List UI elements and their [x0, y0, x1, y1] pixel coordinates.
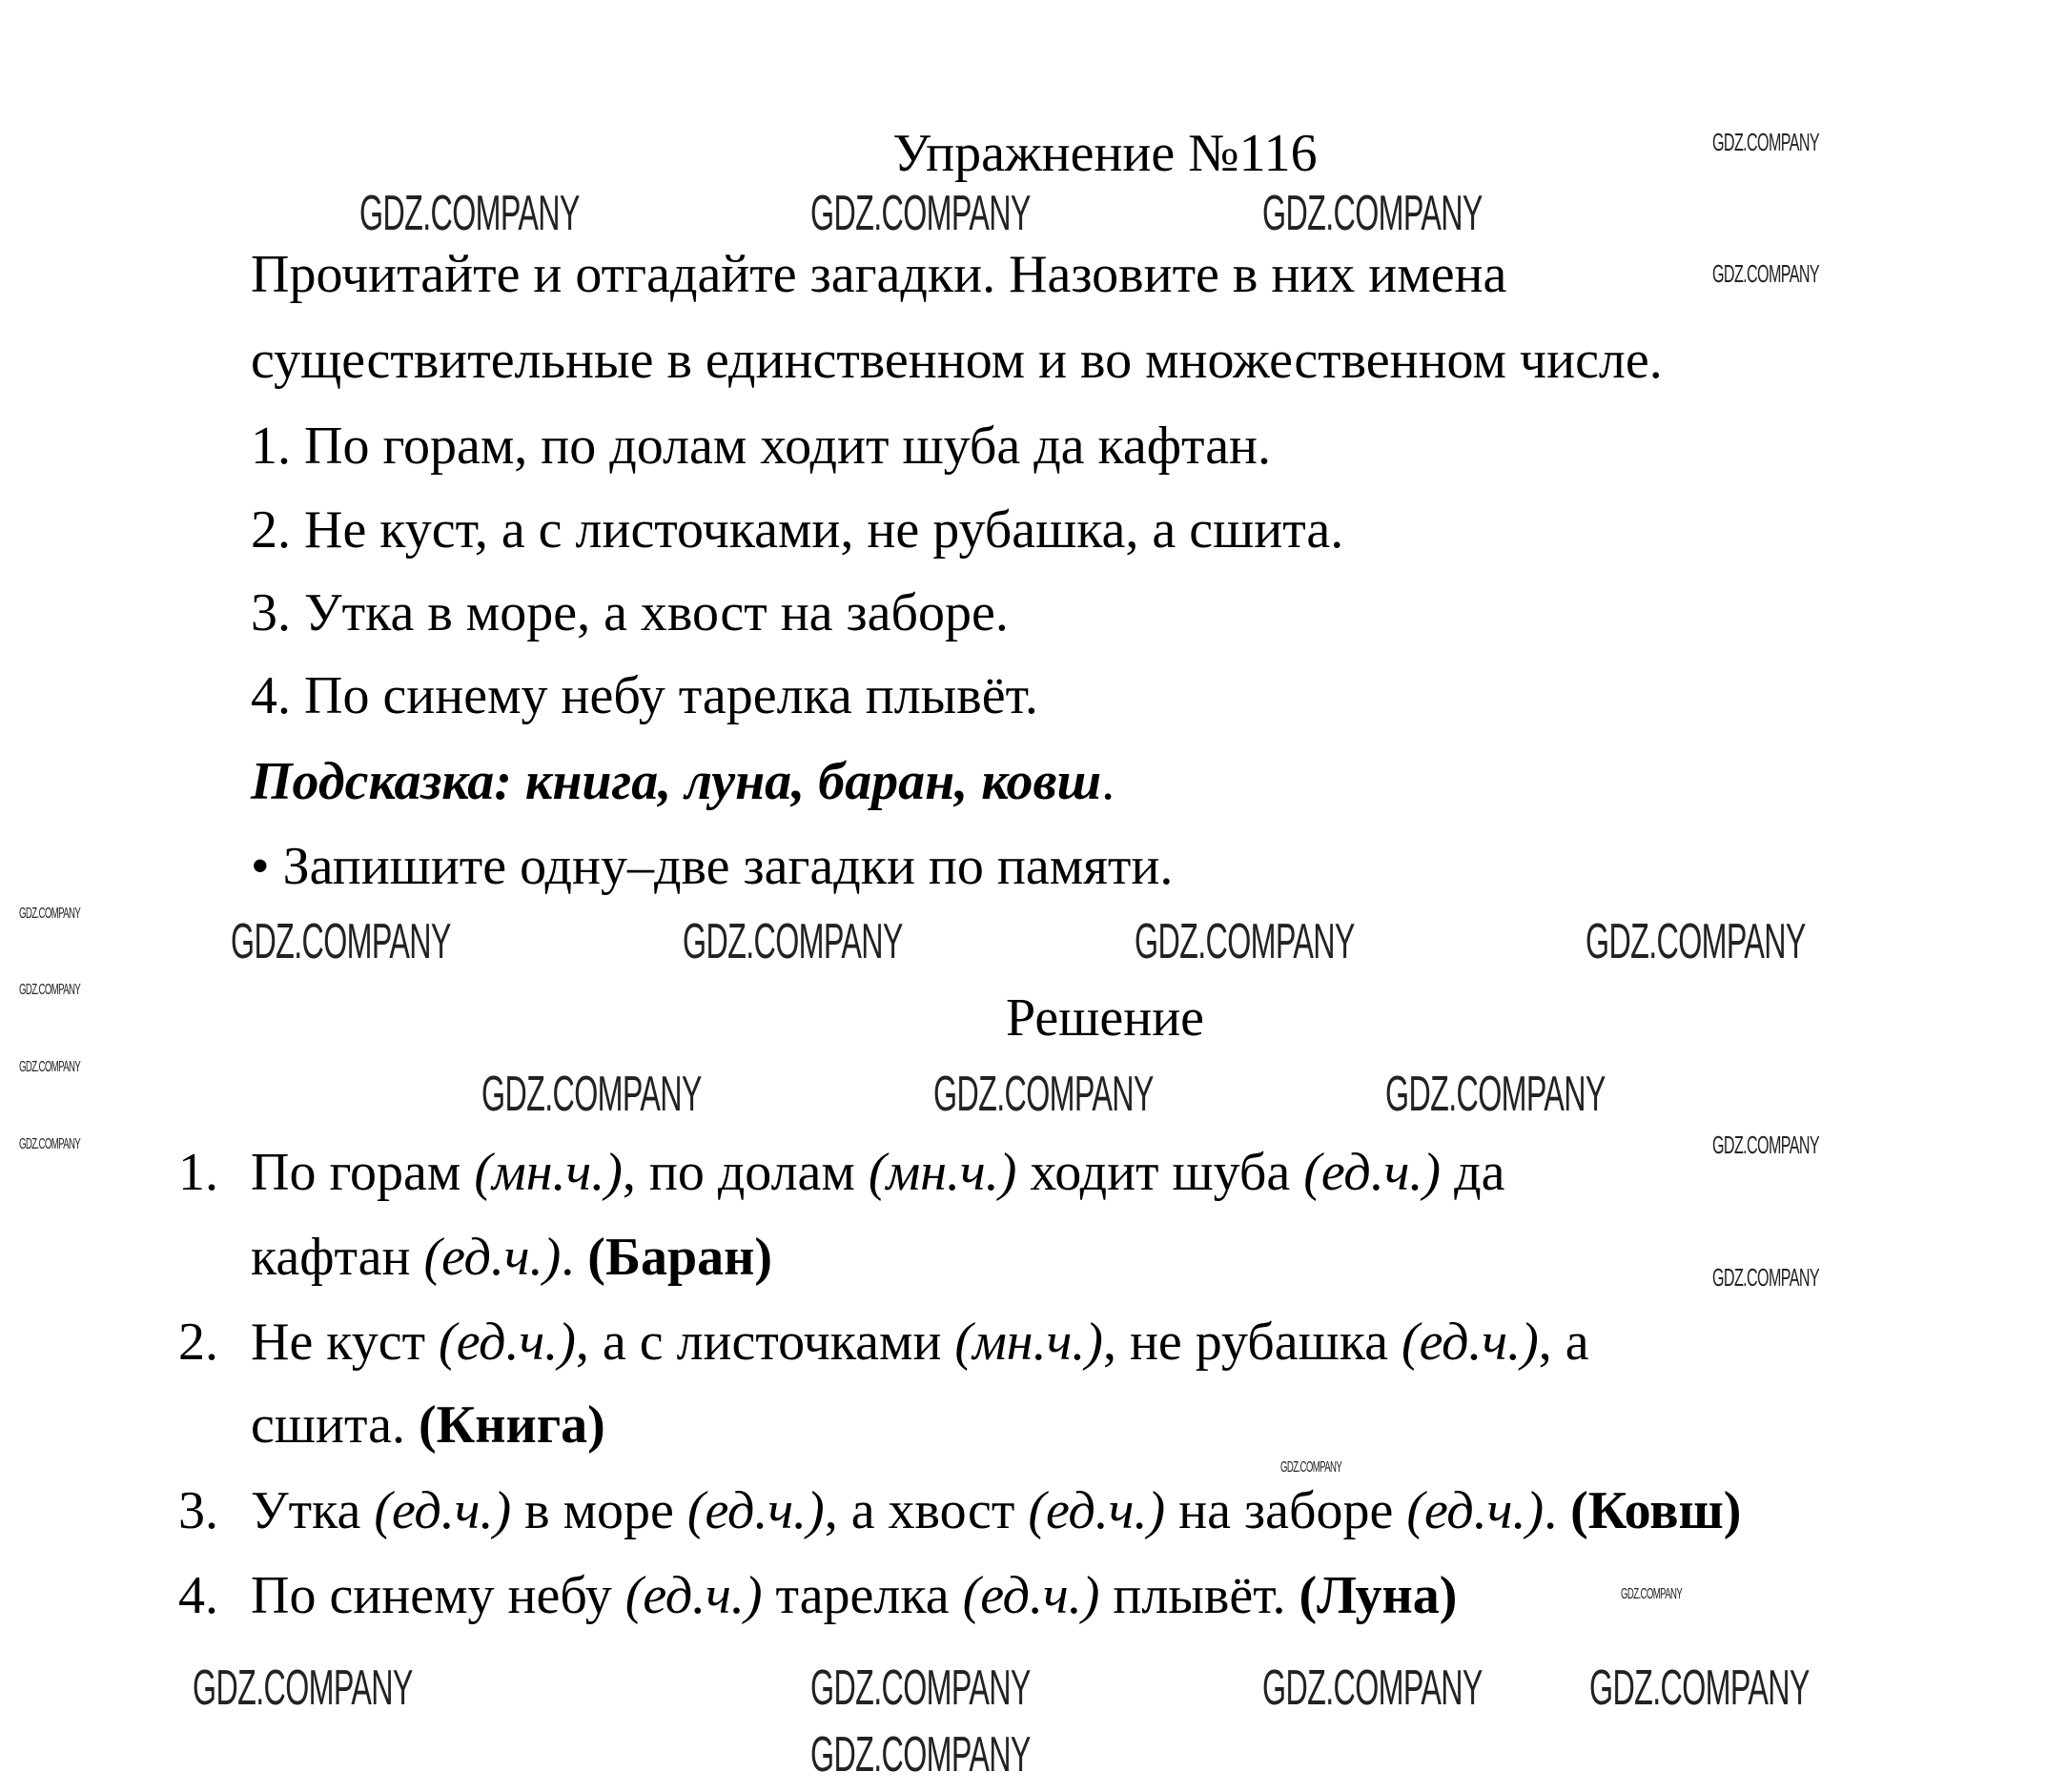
answer-text: ходит шуба	[1016, 1143, 1304, 1202]
answer-line	[251, 1228, 773, 1287]
watermark: GDZ.COMPANY	[1712, 1263, 1819, 1292]
grammar-note: (ед.ч.)	[439, 1313, 576, 1372]
riddle-1: 1. По горам, по долам ходит шуба да кафтан.	[251, 417, 1272, 476]
solution-heading: Решение	[1005, 988, 1205, 1048]
watermark: GDZ.COMPANY	[810, 186, 1031, 241]
riddle-answer: (Книга)	[418, 1395, 605, 1455]
grammar-note: (мн.ч.)	[868, 1143, 1017, 1202]
bullet-task: • Запишите одну–две загадки по памяти.	[251, 837, 1174, 896]
answer-text: Не куст	[251, 1313, 440, 1372]
answer-number: 4.	[178, 1566, 218, 1625]
riddle-answer: (Ковш)	[1570, 1481, 1742, 1540]
watermark: GDZ.COMPANY	[19, 906, 81, 922]
answer-text: , а хвост	[824, 1481, 1029, 1540]
watermark: GDZ.COMPANY	[1135, 914, 1355, 969]
answer-text: Утка	[251, 1481, 375, 1540]
watermark: GDZ.COMPANY	[1712, 1130, 1819, 1159]
answer-text: По синему небу	[251, 1566, 625, 1625]
task-line: существительные в единственном и во множественном числе.	[251, 331, 1663, 390]
answer-text: плывёт.	[1099, 1566, 1299, 1625]
answer-line	[251, 1481, 1742, 1540]
grammar-note: (ед.ч.)	[624, 1566, 763, 1625]
answer-text: на заборе	[1165, 1481, 1407, 1540]
grammar-note: (мн.ч.)	[954, 1313, 1103, 1372]
answer-text: , не рубашка	[1102, 1313, 1402, 1372]
answer-line	[251, 1566, 1458, 1625]
grammar-note: (ед.ч.)	[1028, 1481, 1166, 1540]
answer-number: 2.	[178, 1313, 218, 1372]
watermark: GDZ.COMPANY	[359, 186, 580, 241]
grammar-note: (мн.ч.)	[474, 1143, 623, 1202]
watermark: GDZ.COMPANY	[19, 1059, 81, 1075]
hint	[251, 752, 1115, 811]
grammar-note: (ед.ч.)	[423, 1228, 562, 1287]
watermark: GDZ.COMPANY	[1621, 1586, 1683, 1602]
answer-line	[251, 1313, 1589, 1372]
riddle-4: 4. По синему небу тарелка плывёт.	[251, 666, 1038, 725]
answer-text: , а с листочками	[575, 1313, 955, 1372]
watermark: GDZ.COMPANY	[1712, 259, 1819, 288]
hint-end: .	[1101, 752, 1115, 811]
answer-number: 1.	[178, 1143, 218, 1202]
watermark: GDZ.COMPANY	[19, 982, 81, 998]
watermark: GDZ.COMPANY	[1262, 1660, 1483, 1716]
answer-text: .	[561, 1228, 588, 1287]
grammar-note: (ед.ч.)	[1401, 1313, 1539, 1372]
watermark: GDZ.COMPANY	[481, 1067, 702, 1122]
answer-number: 3.	[178, 1481, 218, 1540]
watermark: GDZ.COMPANY	[683, 914, 903, 969]
riddle-3: 3. Утка в море, а хвост на заборе.	[251, 583, 1009, 642]
hint-words: Подсказка: книга, луна, баран, ковш	[251, 752, 1102, 811]
answer-text: в море	[511, 1481, 687, 1540]
riddle-answer: (Баран)	[587, 1228, 773, 1287]
watermark: GDZ.COMPANY	[1586, 914, 1806, 969]
answer-text: тарелка	[762, 1566, 963, 1625]
watermark: GDZ.COMPANY	[19, 1136, 81, 1152]
riddle-answer: (Луна)	[1299, 1566, 1458, 1625]
grammar-note: (ед.ч.)	[1303, 1143, 1442, 1202]
answer-text: да	[1441, 1143, 1505, 1202]
grammar-note: (ед.ч.)	[1406, 1481, 1545, 1540]
watermark: GDZ.COMPANY	[1385, 1067, 1606, 1122]
answer-line	[251, 1143, 1505, 1202]
answer-text: сшита.	[251, 1395, 419, 1455]
watermark: GDZ.COMPANY	[1262, 186, 1483, 241]
watermark: GDZ.COMPANY	[1712, 128, 1819, 156]
watermark: GDZ.COMPANY	[810, 1727, 1031, 1782]
watermark: GDZ.COMPANY	[810, 1660, 1031, 1716]
answer-text: , по долам	[622, 1143, 869, 1202]
riddle-2: 2. Не куст, а с листочками, не рубашка, а сшита.	[251, 500, 1344, 560]
watermark: GDZ.COMPANY	[933, 1067, 1154, 1122]
answer-text: По горам	[251, 1143, 475, 1202]
grammar-note: (ед.ч.)	[962, 1566, 1100, 1625]
answer-text: , а	[1538, 1313, 1589, 1372]
answer-line	[251, 1395, 605, 1455]
answer-text: .	[1544, 1481, 1571, 1540]
answer-text: кафтан	[251, 1228, 424, 1287]
exercise-title: Упражнение №116	[892, 124, 1318, 183]
watermark: GDZ.COMPANY	[1280, 1459, 1342, 1476]
watermark: GDZ.COMPANY	[193, 1660, 413, 1716]
watermark: GDZ.COMPANY	[1589, 1660, 1810, 1716]
grammar-note: (ед.ч.)	[374, 1481, 512, 1540]
task-line: Прочитайте и отгадайте загадки. Назовите в них имена	[251, 245, 1507, 304]
grammar-note: (ед.ч.)	[686, 1481, 825, 1540]
watermark: GDZ.COMPANY	[231, 914, 451, 969]
